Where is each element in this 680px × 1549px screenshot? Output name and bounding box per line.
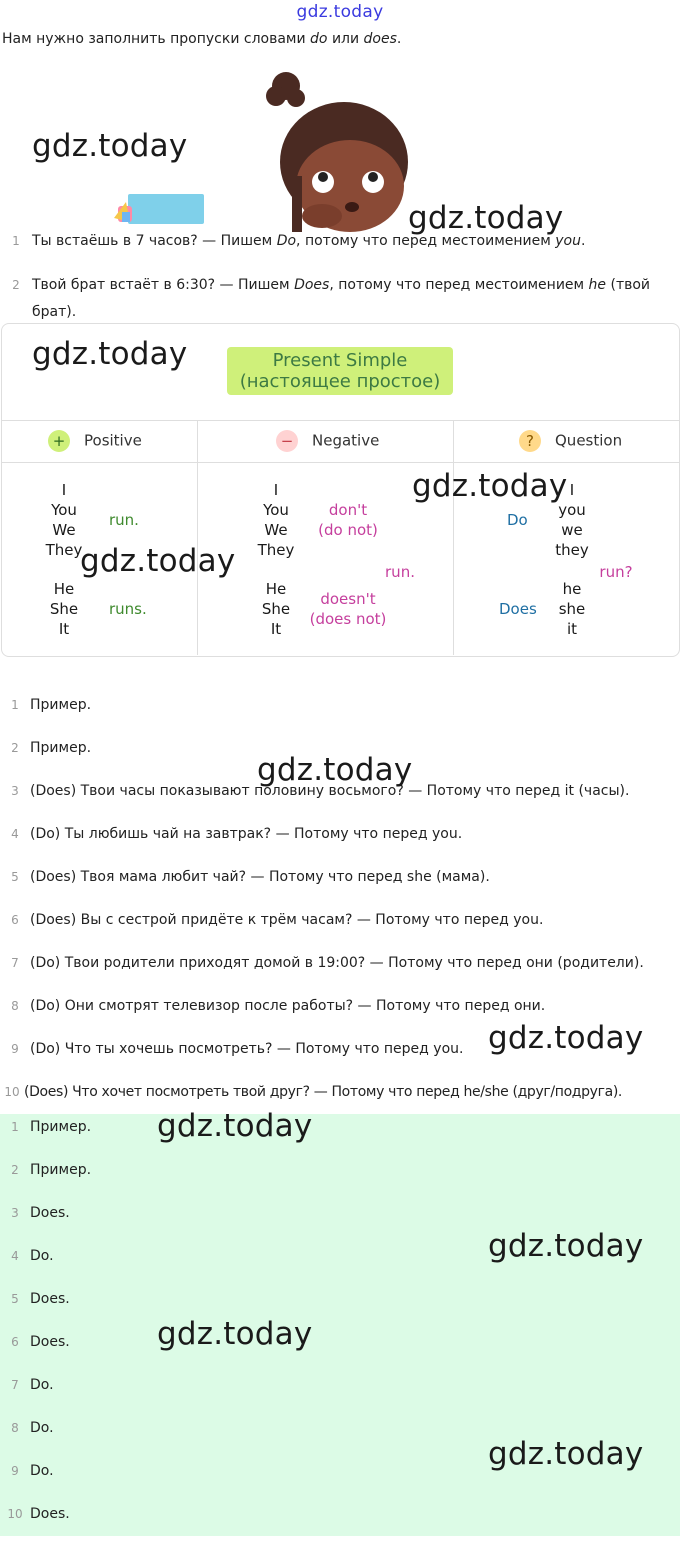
item-number: 9 [11, 1042, 19, 1056]
watermark: gdz.today [80, 543, 236, 579]
pronoun: We [52, 521, 76, 539]
pronoun: We [264, 521, 288, 539]
pronoun: They [257, 541, 295, 559]
table-divider [197, 420, 198, 655]
pronoun: She [261, 600, 291, 618]
answer-text: Пример. [30, 1119, 92, 1135]
hint-emphasis: Does [294, 277, 330, 293]
hint-line [32, 228, 662, 255]
list-item [0, 912, 680, 955]
question-icon: ? [519, 430, 541, 452]
item-number: 2 [11, 1163, 19, 1177]
watermark: gdz.today [157, 1316, 313, 1352]
column-header-negative [276, 430, 379, 452]
minus-icon: − [276, 430, 298, 452]
intro-word-do: do [310, 31, 328, 47]
pronoun: you [558, 501, 586, 519]
pronoun: He [53, 580, 75, 598]
table-divider [453, 420, 454, 655]
item-text: (Do) Что ты хочешь посмотреть? — Потому что перед you. [30, 1041, 464, 1057]
item-text: (Does) Что хочет посмотреть твой друг? — Потому что перед he/she (друг/подруга). [24, 1084, 623, 1100]
column-header-question [519, 430, 622, 452]
verb-form: run? [599, 563, 633, 581]
item-number: 8 [11, 999, 19, 1013]
item-number: 8 [11, 1421, 19, 1435]
column-label: Positive [84, 431, 142, 450]
answer-item [0, 1162, 680, 1205]
item-text: (Does) Твои часы показывают половину восьмого? — Потому что перед it (часы). [30, 783, 630, 799]
item-number: 4 [11, 827, 19, 841]
item-number: 7 [11, 1378, 19, 1392]
answer-list [0, 1119, 680, 1549]
watermark: gdz.today [32, 336, 188, 372]
intro-word-does: does [363, 31, 397, 47]
pronoun: she [558, 600, 586, 618]
watermark: gdz.today [412, 468, 568, 504]
answer-text: Do. [30, 1377, 54, 1393]
watermark: gdz.today [408, 200, 564, 236]
item-number: 9 [11, 1464, 19, 1478]
auxiliary-verb: Does [499, 600, 537, 618]
hint-emphasis: he [588, 277, 607, 293]
answer-text: Does. [30, 1334, 70, 1350]
plus-icon: + [48, 430, 70, 452]
hint-text: , потому что перед местоимением [296, 233, 556, 249]
grammar-title-line2: (настоящее простое) [239, 371, 441, 392]
column-label: Question [555, 431, 623, 450]
task-intro [2, 31, 401, 47]
answer-text: Does. [30, 1205, 70, 1221]
hint-emphasis: you [555, 233, 581, 249]
item-number: 5 [11, 870, 19, 884]
column-label: Negative [312, 431, 380, 450]
table-divider [1, 462, 679, 463]
item-text: (Do) Твои родители приходят домой в 19:00? — Потому что перед они (родители). [30, 955, 644, 971]
item-text: (Does) Твоя мама любит чай? — Потому что перед she (мама). [30, 869, 490, 885]
item-number: 7 [11, 956, 19, 970]
pronoun: They [45, 541, 83, 559]
item-number: 3 [11, 1206, 19, 1220]
item-number: 10 [7, 1507, 23, 1521]
pronoun: we [561, 521, 583, 539]
hint-text: , потому что перед местоимением [329, 277, 589, 293]
pronoun: You [263, 501, 289, 519]
hint-emphasis: Do [276, 233, 297, 249]
hint-text: . [581, 233, 586, 249]
intro-text-3: . [396, 31, 402, 47]
pronoun: It [58, 620, 70, 638]
answer-text: Do. [30, 1248, 54, 1264]
answer-item [0, 1119, 680, 1162]
girl-face-icon [266, 72, 408, 232]
watermark: gdz.today [488, 1228, 644, 1264]
pronoun: I [61, 481, 67, 499]
watermark: gdz.today [488, 1436, 644, 1472]
pronoun: I [569, 481, 575, 499]
watermark: gdz.today [32, 128, 188, 164]
answer-item [0, 1334, 680, 1377]
pronoun: it [566, 620, 578, 638]
grammar-title [227, 347, 453, 395]
watermark: gdz.today [157, 1108, 313, 1144]
list-item [0, 783, 680, 826]
pronoun: It [270, 620, 282, 638]
item-number: 5 [11, 1292, 19, 1306]
list-item [0, 697, 680, 740]
pencil-icon [114, 194, 204, 224]
item-text: Пример. [30, 740, 92, 756]
item-text: Пример. [30, 697, 92, 713]
item-text: (Do) Ты любишь чай на завтрак? — Потому что перед you. [30, 826, 463, 842]
auxiliary-verb-full: (do not) [318, 521, 378, 539]
column-header-positive [48, 430, 142, 452]
auxiliary-verb: doesn't [320, 590, 376, 608]
intro-text-2: или [327, 31, 364, 47]
grammar-title-line1: Present Simple [272, 350, 408, 371]
hint-text: Ты встаёшь в 7 часов? — Пишем [32, 233, 277, 249]
answer-text: Do. [30, 1420, 54, 1436]
intro-text-1: Нам нужно заполнить пропуски словами [2, 31, 311, 47]
item-text: (Does) Вы с сестрой придёте к трём часам? — Потому что перед you. [30, 912, 544, 928]
pronoun: She [49, 600, 79, 618]
auxiliary-verb: Do [507, 511, 528, 529]
verb-form: runs. [109, 600, 147, 618]
pronoun: He [265, 580, 287, 598]
hint-number: 1 [12, 234, 20, 248]
pronoun: You [51, 501, 77, 519]
pronoun: they [555, 541, 589, 559]
answer-item [0, 1291, 680, 1334]
verb-form: run. [109, 511, 139, 529]
item-number: 1 [11, 1120, 19, 1134]
answer-item [0, 1506, 680, 1549]
item-number: 10 [4, 1085, 20, 1099]
pronoun: he [562, 580, 582, 598]
answer-item [0, 1377, 680, 1420]
hint-line [32, 272, 662, 326]
item-number: 6 [11, 1335, 19, 1349]
item-number: 2 [11, 741, 19, 755]
answer-text: Do. [30, 1463, 54, 1479]
hint-text: (твой брат). [32, 277, 651, 320]
answer-text: Does. [30, 1291, 70, 1307]
watermark: gdz.today [488, 1020, 644, 1056]
item-text: (Do) Они смотрят телевизор после работы? — Потому что перед они. [30, 998, 546, 1014]
auxiliary-verb: don't [328, 501, 368, 519]
table-divider [1, 420, 679, 421]
verb-form: run. [385, 563, 415, 581]
list-item [0, 955, 680, 998]
site-logo[interactable]: gdz.today [296, 2, 384, 22]
auxiliary-verb-full: (does not) [309, 610, 387, 628]
answer-text: Does. [30, 1506, 70, 1522]
pronoun: I [273, 481, 279, 499]
item-number: 6 [11, 913, 19, 927]
watermark: gdz.today [257, 752, 413, 788]
item-number: 4 [11, 1249, 19, 1263]
list-item [0, 826, 680, 869]
list-item [0, 869, 680, 912]
item-number: 1 [11, 698, 19, 712]
item-number: 3 [11, 784, 19, 798]
hint-text: Твой брат встаёт в 6:30? — Пишем [32, 277, 295, 293]
hint-number: 2 [12, 278, 20, 292]
answer-text: Пример. [30, 1162, 92, 1178]
